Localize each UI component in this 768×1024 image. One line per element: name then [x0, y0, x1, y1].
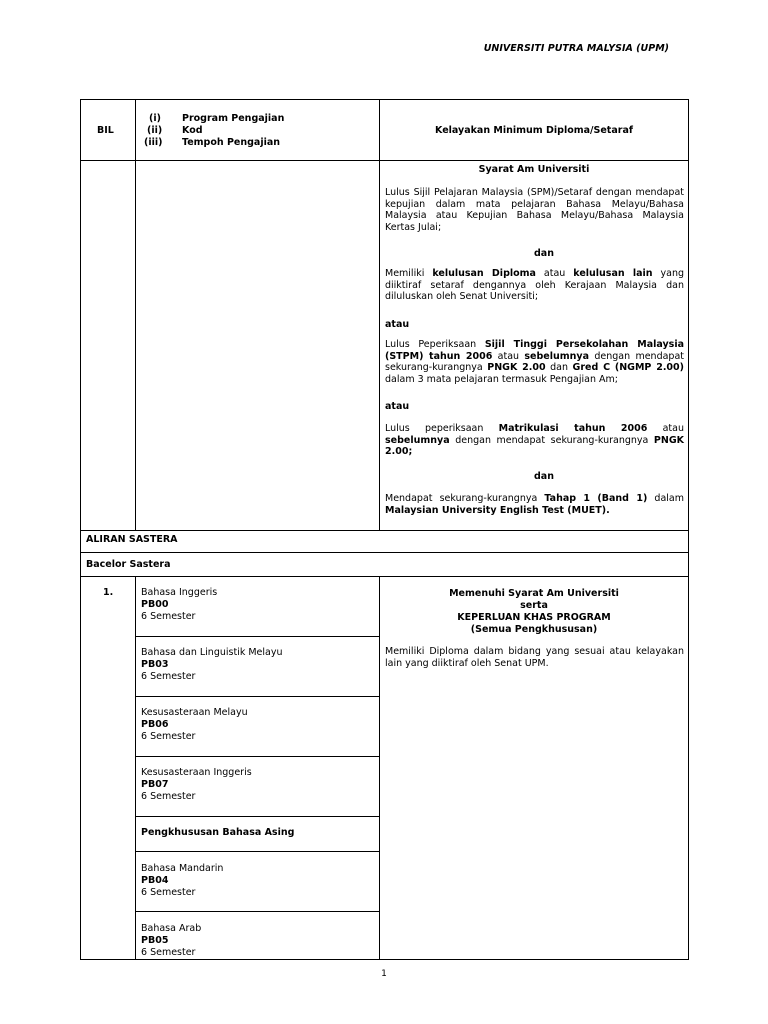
- program-duration: 6 Semester: [141, 887, 196, 898]
- page-number: 1: [381, 969, 387, 979]
- syarat-p5-b: Tahap 1 (Band 1): [544, 493, 648, 504]
- syarat-p4-f: PNGK 2.00;: [385, 434, 684, 457]
- pengkhususan-bahasa-asing-heading: Pengkhususan Bahasa Asing: [141, 827, 295, 838]
- syarat-atau-2: atau: [385, 401, 410, 412]
- req-text: Memiliki Diploma dalam bidang yang sesuai atau kelayakan lain yang diiktiraf oleh Senat UPM.: [385, 646, 684, 669]
- syarat-p2-d: kelulusan lain: [573, 268, 653, 279]
- program-duration: 6 Semester: [141, 947, 196, 958]
- row1-requirement-cell: [379, 576, 689, 960]
- syarat-p2-a: Memiliki: [385, 268, 433, 279]
- program-cell-pb07: [135, 756, 380, 817]
- syarat-p5-c: dalam: [647, 493, 684, 504]
- program-cell-pb00: [135, 576, 380, 637]
- syarat-program-cell: [135, 160, 380, 531]
- syarat-p4-e: dengan mendapat sekurang-kurangnya: [449, 434, 654, 446]
- syarat-p4-d: sebelumnya: [385, 434, 450, 446]
- program-duration: 6 Semester: [141, 791, 196, 802]
- row1-bil-cell: [80, 576, 136, 960]
- program-name: Bahasa Mandarin: [141, 863, 224, 874]
- header-label-1: Program Pengajian: [182, 113, 285, 124]
- program-cell-pb04: [135, 851, 380, 912]
- syarat-dan-1: dan: [534, 248, 554, 259]
- program-duration: 6 Semester: [141, 731, 196, 742]
- header-num-2: (ii): [147, 125, 163, 136]
- program-code: PB03: [141, 659, 169, 670]
- syarat-bil-cell: [80, 160, 136, 531]
- syarat-p4-a: Lulus peperiksaan: [385, 423, 499, 434]
- aliran-sastera-heading: ALIRAN SASTERA: [86, 534, 178, 545]
- program-cell-pb05: [135, 911, 380, 960]
- syarat-p3: [385, 339, 684, 385]
- syarat-p3-d: sebelumnya: [524, 350, 590, 362]
- program-cell-pb06: [135, 696, 380, 757]
- syarat-p3-g: dan: [545, 362, 573, 373]
- program-name: Bahasa Arab: [141, 923, 202, 934]
- syarat-p3-h: Gred C (NGMP 2.00): [572, 362, 684, 373]
- program-name: Bahasa dan Linguistik Melayu: [141, 647, 283, 658]
- req-serta: serta: [520, 600, 548, 611]
- program-code: PB05: [141, 935, 169, 946]
- header-num-1: (i): [149, 113, 161, 124]
- syarat-am-title: Syarat Am Universiti: [478, 164, 590, 175]
- program-duration: 6 Semester: [141, 611, 196, 622]
- aliran-row: [80, 530, 689, 553]
- header-label-2: Kod: [182, 125, 203, 136]
- bil-heading: BIL: [97, 125, 114, 136]
- header-bil-cell: [80, 99, 136, 161]
- syarat-p2: [385, 268, 684, 303]
- kelayakan-heading: Kelayakan Minimum Diploma/Setaraf: [435, 125, 633, 136]
- bacelor-sastera-heading: Bacelor Sastera: [86, 559, 171, 570]
- syarat-p4-b: Matrikulasi tahun 2006: [498, 423, 648, 434]
- program-code: PB06: [141, 719, 169, 730]
- syarat-p3-c: atau: [492, 350, 525, 362]
- syarat-p1-text: Lulus Sijil Pelajaran Malaysia (SPM)/Setaraf dengan mendapat kepujian dalam mata pelajaran Bahasa Melayu/Bahasa Malaysia atau Kepujian Bahasa Melayu/Bahasa Malaysia Kertas Julai;: [385, 187, 684, 233]
- header-program-cell: [135, 99, 380, 161]
- syarat-p3-f: PNGK 2.00: [487, 362, 546, 373]
- syarat-p5-a: Mendapat sekurang-kurangnya: [385, 493, 545, 504]
- page-header: UNIVERSITI PUTRA MALYSIA (UPM): [483, 43, 669, 54]
- program-code: PB07: [141, 779, 169, 790]
- syarat-p5: [385, 493, 684, 516]
- bacelor-row: [80, 552, 689, 577]
- pengkhususan-cell: [135, 816, 380, 852]
- header-label-3: Tempoh Pengajian: [182, 137, 281, 148]
- header-num-3: (iii): [144, 137, 163, 148]
- header-kelayakan-cell: [379, 99, 689, 161]
- syarat-p1: [385, 187, 684, 233]
- program-code: PB04: [141, 875, 169, 886]
- syarat-p4: [385, 423, 684, 458]
- program-code: PB00: [141, 599, 169, 610]
- syarat-p3-b: Sijil Tinggi Persekolahan Malaysia (STPM) tahun 2006: [385, 339, 684, 362]
- syarat-p3-a: Lulus Peperiksaan: [385, 339, 485, 350]
- syarat-p5-d: Malaysian University English Test (MUET).: [385, 504, 610, 516]
- program-duration: 6 Semester: [141, 671, 196, 682]
- syarat-p3-e: dengan mendapat sekurang-kurangnya: [385, 350, 685, 373]
- program-name: Kesusasteraan Melayu: [141, 707, 248, 718]
- program-cell-pb03: [135, 636, 380, 697]
- syarat-dan-2: dan: [534, 471, 554, 482]
- syarat-am-cell: [379, 160, 689, 531]
- req-keperluan-khas: KEPERLUAN KHAS PROGRAM: [457, 612, 611, 623]
- program-name: Kesusasteraan Inggeris: [141, 767, 252, 778]
- req-semua-pengkhususan: (Semua Pengkhususan): [470, 624, 598, 635]
- syarat-atau-1: atau: [385, 319, 410, 330]
- req-syarat-am: Memenuhi Syarat Am Universiti: [449, 588, 619, 599]
- program-name: Bahasa Inggeris: [141, 587, 218, 598]
- syarat-p4-c: atau: [647, 423, 684, 434]
- syarat-p2-c: atau: [535, 268, 574, 279]
- row1-number: 1.: [103, 587, 114, 598]
- syarat-p2-b: kelulusan Diploma: [432, 268, 536, 279]
- syarat-p3-i: dalam 3 mata pelajaran termasuk Pengajian Am;: [385, 373, 618, 385]
- syarat-p2-e: yang diiktiraf setaraf dengannya oleh Kerajaan Malaysia dan diluluskan oleh Senat Universiti;: [385, 268, 685, 302]
